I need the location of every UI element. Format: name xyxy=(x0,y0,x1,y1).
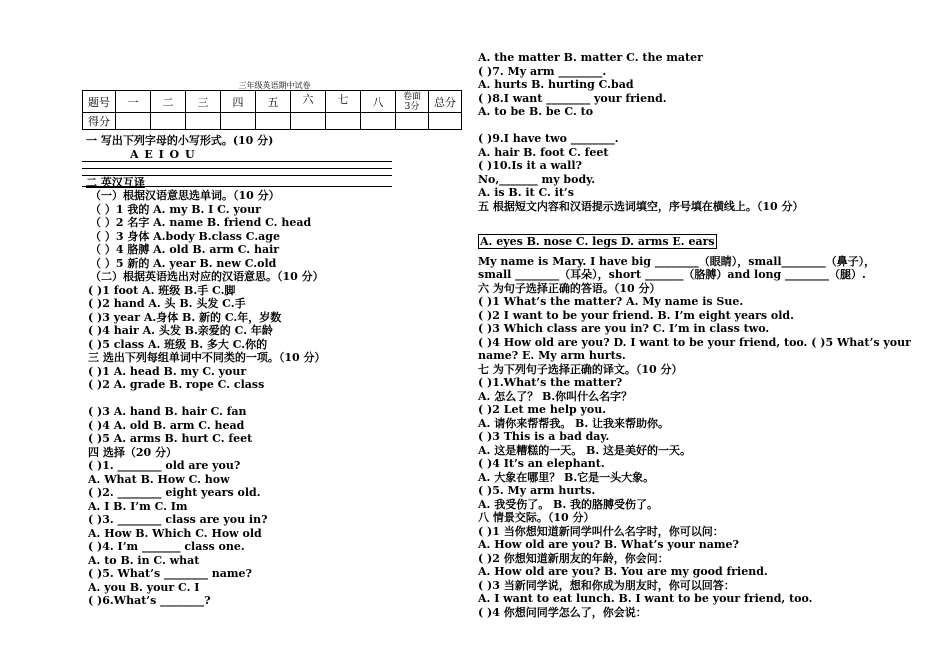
score-header-cell: 一 xyxy=(116,91,151,113)
question-line: ( )9.I have two ________. xyxy=(478,132,619,145)
sub-heading: （一）根据汉语意思选单词。（10 分） xyxy=(90,189,280,202)
question-line: （ ）4 胳膊 A. old B. arm C. hair xyxy=(90,243,280,256)
question-line: ( )4. I’m _______ class one. xyxy=(88,540,245,553)
score-cell[interactable] xyxy=(361,113,396,130)
options-line: A. 大象在哪里？ B.它是一头大象。 xyxy=(478,471,655,484)
options-line: A. 请你来帮帮我。 B. 让我来帮助你。 xyxy=(478,417,669,430)
question-line: ( )1 当你想知道新同学叫什么名字时，你可以问： xyxy=(478,525,724,538)
section-heading: 七 为下列句子选择正确的译文。（10 分） xyxy=(478,363,683,376)
options-line: A. hurts B. hurting C.bad xyxy=(478,78,634,91)
sub-heading: （二）根据英语选出对应的汉语意思。（10 分） xyxy=(90,270,324,283)
question-line: ( )5. What’s ________ name? xyxy=(88,567,253,580)
question-line: ( )3 当新同学说，想和你成为朋友时，你可以回答： xyxy=(478,579,735,592)
options-line: A. you B. your C. I xyxy=(88,581,200,594)
paper-title: 三年级英语期中试卷 xyxy=(238,81,311,90)
score-cell[interactable] xyxy=(116,113,151,130)
question-line: ( )3. ________ class are you in? xyxy=(88,513,268,526)
score-cell[interactable] xyxy=(186,113,221,130)
question-line: name? E. My arm hurts. xyxy=(478,349,626,362)
question-line: ( )1 A. head B. my C. your xyxy=(88,365,247,378)
question-line: （ ）3 身体 A.body B.class C.age xyxy=(90,230,281,243)
letter-row: A E I O U xyxy=(130,148,195,161)
question-line: ( )1 What’s the matter? A. My name is Sue. xyxy=(478,295,744,308)
section-heading: 八 情景交际。（10 分） xyxy=(478,511,595,524)
question-line: ( )8.I want ________ your friend. xyxy=(478,92,667,105)
score-header-cell: 三 xyxy=(186,91,221,113)
word-bank-box: A. eyes B. nose C. legs D. arms E. ears xyxy=(480,235,715,248)
score-header-cell: 四 xyxy=(221,91,256,113)
passage-line: small ________（耳朵），short _______（胳膊）and long ________（腿）. xyxy=(478,268,866,281)
options-line: A. How old are you? B. What’s your name? xyxy=(478,538,739,551)
question-line: ( )4 A. old B. arm C. head xyxy=(88,419,245,432)
options-line: A. How B. Which C. How old xyxy=(88,527,262,540)
options-line: A. 怎么了？ B.你叫什么名字？ xyxy=(478,390,633,403)
score-header-cell: 题号 xyxy=(83,91,116,113)
score-cell[interactable] xyxy=(256,113,291,130)
question-line: ( )3 Which class are you in? C. I’m in class two. xyxy=(478,322,770,335)
score-cell[interactable] xyxy=(151,113,186,130)
question-line: ( )3 This is a bad day. xyxy=(478,430,610,443)
options-line: A. is B. it C. it’s xyxy=(478,186,574,199)
options-line: A. to be B. be C. to xyxy=(478,105,594,118)
question-line: ( )2 Let me help you. xyxy=(478,403,607,416)
section-heading: 一 写出下列字母的小写形式。(10 分) xyxy=(86,134,274,147)
question-line: ( )4 How old are you? D. I want to be your friend, too. ( )5 What’s your xyxy=(478,336,911,349)
question-line: ( )4 hair A. 头发 B.亲爱的 C. 年龄 xyxy=(88,324,273,337)
section-heading: 三 选出下列每组单词中不同类的一项。（10 分） xyxy=(88,351,326,364)
question-line: ( )4 It’s an elephant. xyxy=(478,457,605,470)
score-header-cell: 二 xyxy=(151,91,186,113)
question-line: ( )2 A. grade B. rope C. class xyxy=(88,378,265,391)
question-line: ( )1 foot A. 班级 B.手 C.脚 xyxy=(88,284,236,297)
question-line: ( )4 你想问同学怎么了，你会说： xyxy=(478,606,647,619)
question-line: ( )1.What’s the matter? xyxy=(478,376,623,389)
section-heading: 五 根据短文内容和汉语提示选词填空，序号填在横线上。（10 分） xyxy=(478,200,804,213)
question-line: ( )5 class A. 班级 B. 多大 C.你的 xyxy=(88,338,268,351)
score-row-label: 得分 xyxy=(83,113,116,130)
question-line: ( )10.Is it a wall? xyxy=(478,159,582,172)
score-table xyxy=(82,90,462,130)
question-line: No,_______ my body. xyxy=(478,173,596,186)
score-header-cell: 五 xyxy=(256,91,291,113)
question-line: ( )3 year A.身体 B. 新的 C.年，岁数 xyxy=(88,311,282,324)
section-heading: 六 为句子选择正确的答语。（10 分） xyxy=(478,282,661,295)
options-line: A. I want to eat lunch. B. I want to be your friend, too. xyxy=(478,592,813,605)
passage-line: My name is Mary. I have big ________（眼睛），small________（鼻子）， xyxy=(478,255,876,268)
question-line: ( )1. ________ old are you? xyxy=(88,459,241,472)
score-cell[interactable] xyxy=(429,113,462,130)
score-cell[interactable] xyxy=(291,113,326,130)
options-line: A. hair B. foot C. feet xyxy=(478,146,609,159)
options-line: A. How old are you? B. You are my good friend. xyxy=(478,565,768,578)
writing-line xyxy=(82,168,392,169)
question-line: ( )2 hand A. 头 B. 头发 C.手 xyxy=(88,297,246,310)
score-header-cell: 卷面 3分 xyxy=(396,91,429,113)
score-cell[interactable] xyxy=(396,113,429,130)
question-line: ( )7. My arm ________. xyxy=(478,65,607,78)
question-line: （ ）5 新的 A. year B. new C.old xyxy=(90,257,277,270)
question-line: （ ）2 名字 A. name B. friend C. head xyxy=(90,216,312,229)
question-line: （ ）1 我的 A. my B. I C. your xyxy=(90,203,261,216)
options-line: A. to B. in C. what xyxy=(88,554,200,567)
question-line: ( )6.What’s ________? xyxy=(88,594,211,607)
question-line: ( )5 A. arms B. hurt C. feet xyxy=(88,432,253,445)
options-line: A. 这是糟糕的一天。 B. 这是美好的一天。 xyxy=(478,444,691,457)
question-line: ( )3 A. hand B. hair C. fan xyxy=(88,405,247,418)
question-line: ( )2. ________ eight years old. xyxy=(88,486,261,499)
writing-line xyxy=(82,161,392,162)
word-bank xyxy=(478,234,717,249)
score-header-cell: 八 xyxy=(361,91,396,113)
options-line: A. I B. I’m C. Im xyxy=(88,500,188,513)
question-line: ( )5. My arm hurts. xyxy=(478,484,596,497)
score-header-cell: 总分 xyxy=(429,91,462,113)
score-cell[interactable] xyxy=(221,113,256,130)
section-heading: 四 选择（20 分） xyxy=(88,446,177,459)
section-heading: 二 英汉互译 xyxy=(86,176,145,189)
question-line: ( )2 I want to be your friend. B. I’m eight years old. xyxy=(478,309,794,322)
options-line: A. What B. How C. how xyxy=(88,473,230,486)
score-cell[interactable] xyxy=(326,113,361,130)
score-header-cell: 六 xyxy=(291,91,326,113)
score-header-cell: 七 xyxy=(326,91,361,113)
question-line: ( )2 你想知道新朋友的年龄，你会问： xyxy=(478,552,669,565)
options-line: A. the matter B. matter C. the mater xyxy=(478,51,703,64)
options-line: A. 我受伤了。 B. 我的胳膊受伤了。 xyxy=(478,498,658,511)
